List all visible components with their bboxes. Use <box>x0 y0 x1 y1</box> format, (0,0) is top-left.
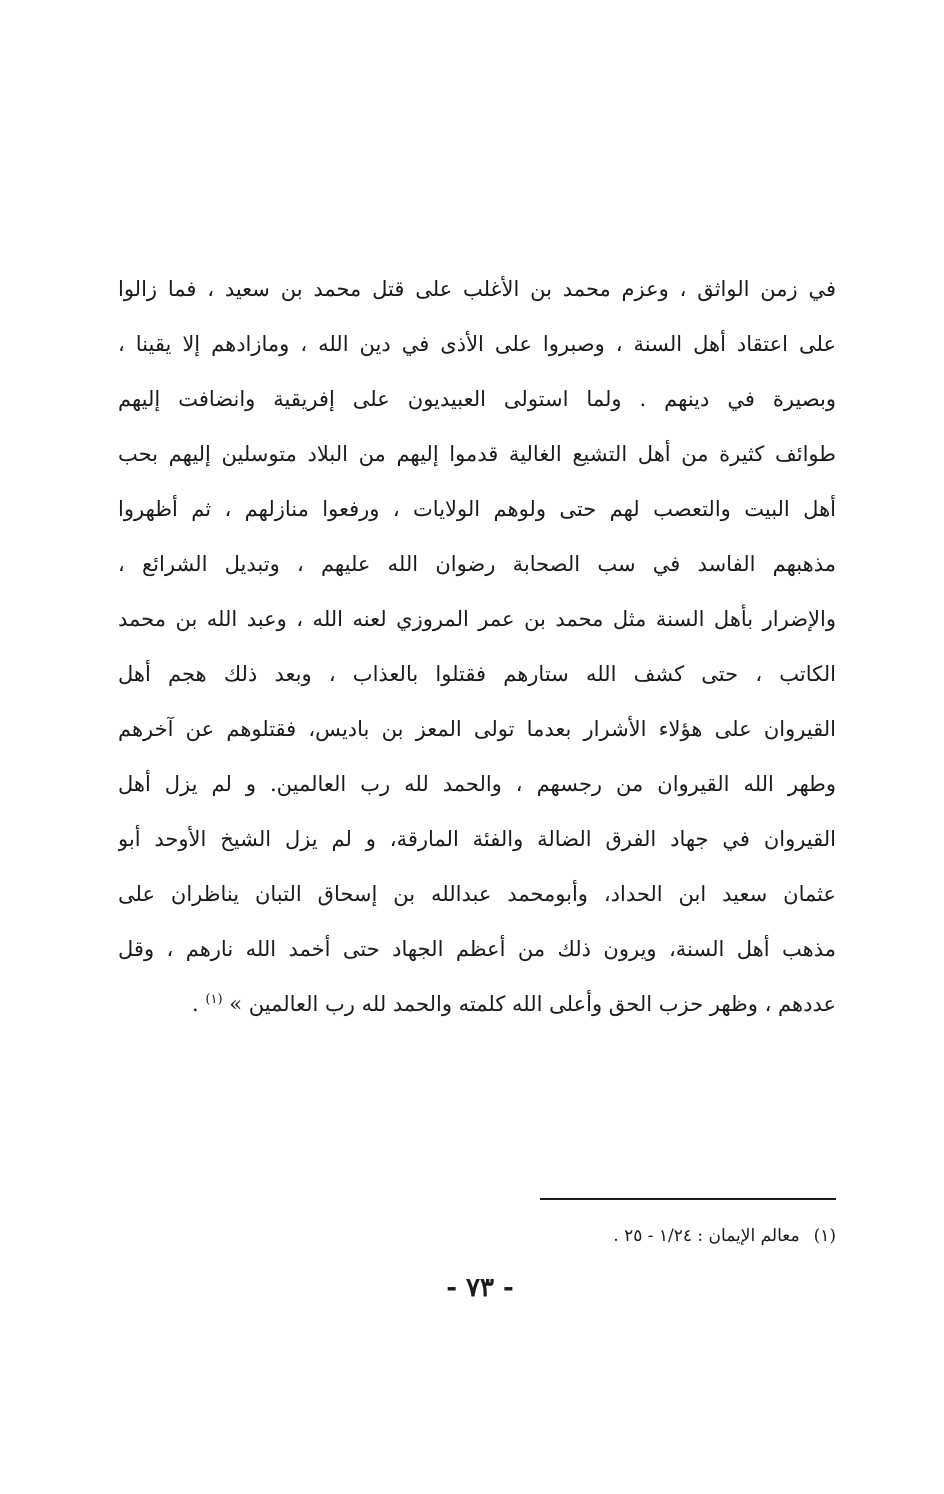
text-line: القيروان على هؤلاء الأشرار بعدما تولى المعز بن باديس، فقتلوهم عن آخرهم <box>118 717 836 741</box>
text-line: على اعتقاد أهل السنة ، وصبروا على الأذى في دين الله ، ومازادهم إلا يقينا ، <box>118 332 836 356</box>
footnote <box>400 1218 836 1254</box>
text-line: وطهر الله القيروان من رجسهم ، والحمد لله رب العالمين. و لم يزل أهل <box>118 772 836 796</box>
text-line: مذهبهم الفاسد في سب الصحابة رضوان الله عليهم ، وتبديل الشرائع ، <box>118 552 836 576</box>
text-line: في زمن الواثق ، وعزم محمد بن الأغلب على قتل محمد بن سعيد ، فما زالوا <box>118 277 836 301</box>
text-line: وبصيرة في دينهم . ولما استولى العبيديون على إفريقية وانضافت إليهم <box>118 387 836 411</box>
text-line: عثمان سعيد ابن الحداد، وأبومحمد عبدالله بن إسحاق التبان يناظران على <box>118 882 836 906</box>
text-line: طوائف كثيرة من أهل التشيع الغالية قدموا إليهم من البلاد متوسلين إليهم بحب <box>118 442 836 466</box>
text-line: القيروان في جهاد الفرق الضالة والفئة المارقة، و لم يزل الشيخ الأوحد أبو <box>118 827 836 851</box>
footnote-separator <box>540 1198 836 1200</box>
main-text-block <box>118 262 836 1032</box>
text-line: الكاتب ، حتى كشف الله ستارهم فقتلوا بالعذاب ، وبعد ذلك هجم أهل <box>118 662 836 686</box>
footnote-reference[interactable]: (١) <box>205 992 223 1007</box>
footnote-number: (١) <box>813 1226 836 1246</box>
footnote-text: معالم الإيمان : ١/٢٤ - ٢٥ . <box>613 1226 800 1246</box>
page-number: - ٧٣ - <box>446 1273 514 1303</box>
text-line: أهل البيت والتعصب لهم حتى ولوهم الولايات ، ورفعوا منازلهم ، ثم أظهروا <box>118 497 836 521</box>
last-line-period: . <box>192 992 199 1016</box>
last-line-text: عددهم ، وظهر حزب الحق وأعلى الله كلمته والحمد لله رب العالمين » <box>229 992 836 1016</box>
text-line-last <box>118 977 836 1032</box>
text-line: مذهب أهل السنة، ويرون ذلك من أعظم الجهاد حتى أخمد الله نارهم ، وقل <box>118 937 836 961</box>
text-line: والإضرار بأهل السنة مثل محمد بن عمر المروزي لعنه الله ، وعبد الله بن محمد <box>118 607 836 631</box>
